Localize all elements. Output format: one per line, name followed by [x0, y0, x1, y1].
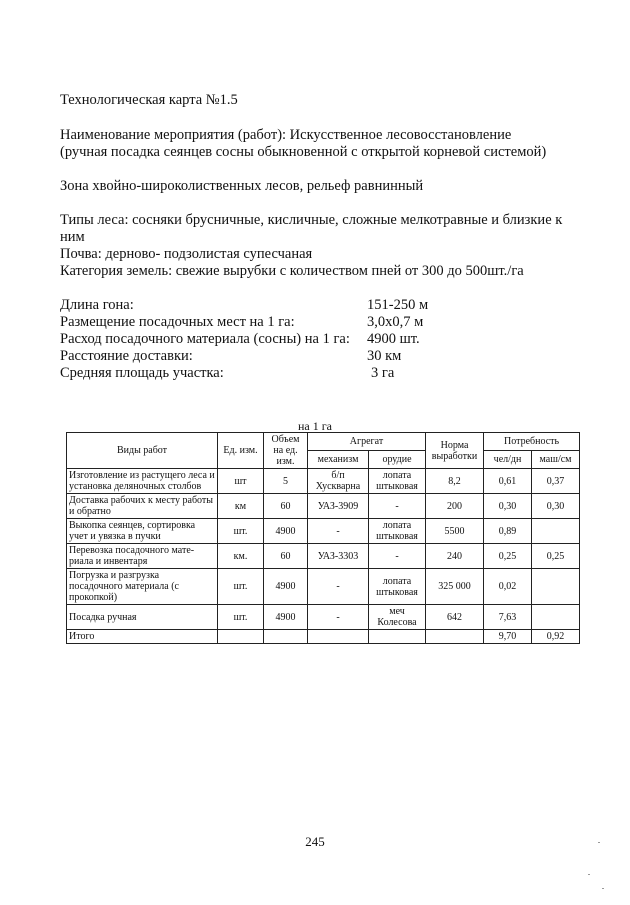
header-man-days: чел/дн — [484, 451, 532, 469]
work-unit: шт. — [218, 519, 264, 544]
activity-line-1: Наименование мероприятия (работ): Искусственное лесовосстановление — [60, 127, 512, 143]
work-name: Посадка ручная — [67, 605, 218, 630]
work-man-days: 0,61 — [484, 469, 532, 494]
land-category: Категория земель: свежие вырубки с количеством пней от 300 до 500шт./га — [60, 263, 524, 279]
work-mechanism: УАЗ-3303 — [308, 544, 369, 569]
param-label: Длина гона: — [60, 297, 134, 313]
work-tool: - — [369, 494, 426, 519]
work-volume: 4900 — [264, 569, 308, 605]
empty-cell — [369, 630, 426, 644]
table-row — [67, 544, 580, 569]
work-unit: шт. — [218, 569, 264, 605]
work-name: Изготовление из растущего леса и установка деляночных столбов — [67, 469, 218, 494]
param-label: Средняя площадь участка: — [60, 365, 224, 381]
total-machine-shifts: 0,92 — [532, 630, 580, 644]
table-row — [67, 494, 580, 519]
work-norm: 642 — [426, 605, 484, 630]
header-machine-shifts: маш/см — [532, 451, 580, 469]
work-man-days: 0,30 — [484, 494, 532, 519]
work-unit: км — [218, 494, 264, 519]
header-aggregate: Агрегат — [308, 433, 426, 451]
param-value: 3 га — [371, 365, 395, 381]
work-machine-shifts — [532, 569, 580, 605]
header-unit: Ед. изм. — [218, 433, 264, 469]
work-machine-shifts: 0,37 — [532, 469, 580, 494]
work-unit: км. — [218, 544, 264, 569]
work-volume: 60 — [264, 494, 308, 519]
work-machine-shifts — [532, 605, 580, 630]
header-need: Потребность — [484, 433, 580, 451]
param-label: Расстояние доставки: — [60, 348, 193, 364]
work-unit: шт — [218, 469, 264, 494]
work-man-days: 0,25 — [484, 544, 532, 569]
document-title: Технологическая карта №1.5 — [60, 92, 238, 108]
work-tool: лопата штыковая — [369, 519, 426, 544]
work-mechanism: - — [308, 519, 369, 544]
header-works: Виды работ — [67, 433, 218, 469]
param-value: 30 км — [367, 348, 402, 364]
header-volume: Объем на ед. изм. — [264, 433, 308, 469]
param-label: Расход посадочного материала (сосны) на 1 га: — [60, 331, 350, 347]
work-norm: 5500 — [426, 519, 484, 544]
work-man-days: 0,89 — [484, 519, 532, 544]
empty-cell — [426, 630, 484, 644]
page-number: 245 — [305, 834, 325, 849]
header-tool: орудие — [369, 451, 426, 469]
work-mechanism: УАЗ-3909 — [308, 494, 369, 519]
work-mechanism: б/п Хускварна — [308, 469, 369, 494]
work-name: Перевозка посадочного мате-риала и инвентаря — [67, 544, 218, 569]
work-norm: 325 000 — [426, 569, 484, 605]
work-tool: лопата штыковая — [369, 569, 426, 605]
table-row — [67, 605, 580, 630]
work-unit: шт. — [218, 605, 264, 630]
work-volume: 4900 — [264, 605, 308, 630]
table-total-row — [67, 630, 580, 644]
work-tool: меч Колесова — [369, 605, 426, 630]
empty-cell — [218, 630, 264, 644]
work-machine-shifts — [532, 519, 580, 544]
forest-types: Типы леса: сосняки брусничные, кисличные, сложные мелкотравные и близкие к ним — [60, 212, 563, 245]
work-tool: лопата штыковая — [369, 469, 426, 494]
work-man-days: 0,02 — [484, 569, 532, 605]
activity-line-2: (ручная посадка сеянцев сосны обыкновенной с открытой корневой системой) — [60, 144, 547, 160]
soil-type: Почва: дерново- подзолистая супесчаная — [60, 246, 313, 262]
work-table — [66, 432, 580, 644]
work-name: Доставка рабочих к месту работы и обратно — [67, 494, 218, 519]
work-volume: 60 — [264, 544, 308, 569]
table-header-row — [67, 433, 580, 451]
work-mechanism: - — [308, 569, 369, 605]
empty-cell — [308, 630, 369, 644]
scan-specks — [580, 830, 610, 900]
work-man-days: 7,63 — [484, 605, 532, 630]
total-man-days: 9,70 — [484, 630, 532, 644]
header-norm: Норма выработки — [426, 433, 484, 469]
table-row — [67, 569, 580, 605]
param-label: Размещение посадочных мест на 1 га: — [60, 314, 295, 330]
work-norm: 200 — [426, 494, 484, 519]
work-machine-shifts: 0,25 — [532, 544, 580, 569]
empty-cell — [264, 630, 308, 644]
work-norm: 8,2 — [426, 469, 484, 494]
work-volume: 4900 — [264, 519, 308, 544]
table-caption: на 1 га — [298, 419, 332, 433]
work-name: Выкопка сеянцев, сортировка учет и увязка в пучки — [67, 519, 218, 544]
work-tool: - — [369, 544, 426, 569]
param-value: 3,0х0,7 м — [367, 314, 424, 330]
work-machine-shifts: 0,30 — [532, 494, 580, 519]
work-mechanism: - — [308, 605, 369, 630]
param-value: 151-250 м — [367, 297, 429, 313]
total-label: Итого — [67, 630, 218, 644]
header-mechanism: механизм — [308, 451, 369, 469]
work-norm: 240 — [426, 544, 484, 569]
param-value: 4900 шт. — [367, 331, 420, 347]
forest-zone: Зона хвойно-широколиственных лесов, рельеф равнинный — [60, 178, 424, 194]
table-row — [67, 519, 580, 544]
table-row — [67, 469, 580, 494]
work-name: Погрузка и разгрузка посадочного материала (с прокопкой) — [67, 569, 218, 605]
work-volume: 5 — [264, 469, 308, 494]
